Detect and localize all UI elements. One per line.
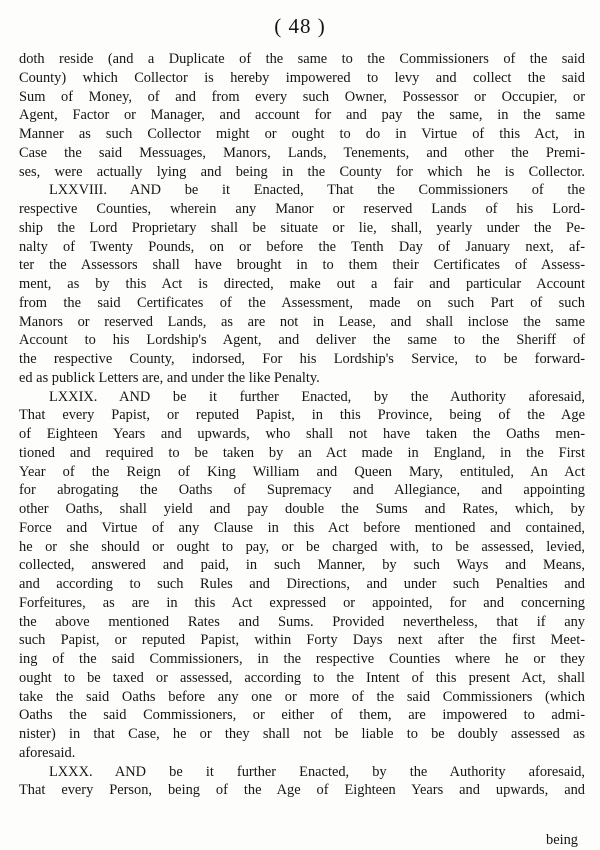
text-line: ought to be taxed or assessed, according to the Intent of this present Act, shall: [19, 669, 585, 686]
text-line: That every Papist, or reputed Papist, in this Province, being of the Age: [19, 407, 585, 424]
text-line: aforesaid.: [19, 744, 76, 761]
text-line: the above mentioned Rates and Sums. Provided nevertheless, that if any: [19, 613, 585, 630]
text-line: nister) in that Case, he or they shall not be liable to be doubly assessed as: [19, 726, 585, 742]
text-line: Forfeitures, as are in this Act expressed or appointed, for and concerning: [19, 594, 585, 611]
text-line: Manner as such Collector might or ought to do in Virtue of this Act, in: [19, 126, 585, 142]
text-line: the respective County, indorsed, For his Lordship's Service, to be forward-: [19, 351, 585, 367]
text-line: ing of the said Commissioners, in the respective Counties where he or they: [19, 651, 585, 667]
text-line: Account to his Lordship's Agent, and deliver the same to the Sheriff of: [19, 332, 585, 349]
text-line: he or she should or ought to pay, or be charged with, to be assessed, levied,: [19, 538, 585, 555]
text-line: ter the Assessors shall have brought in to them their Certificates of Assess-: [19, 257, 585, 274]
text-line: from the said Certificates of the Assessment, made on such Part of such: [19, 294, 585, 311]
text-line: ed as publick Letters are, and under the like Penalty.: [19, 369, 320, 386]
body-text: [19, 50, 585, 800]
text-line: ses, were actually lying and being in the County for which he is Collector.: [19, 163, 585, 180]
section-heading-lxxx: LXXX. AND be it further Enacted, by the Authority aforesaid,: [49, 763, 585, 780]
text-line: collected, answered and paid, in such Manner, by such Ways and Means,: [19, 557, 585, 574]
text-line: doth reside (and a Duplicate of the same to the Commissioners of the said: [19, 51, 585, 67]
text-line: Manors or reserved Lands, as are not in Lease, and shall inclose the same: [19, 313, 585, 330]
text-line: other Oaths, shall yield and pay double the Sums and Rates, which, by: [19, 501, 585, 517]
text-line: Year of the Reign of King William and Queen Mary, entituled, An Act: [19, 463, 585, 480]
text-line: nalty of Twenty Pounds, on or before the Tenth Day of January next, af-: [19, 238, 585, 255]
text-line: for abrogating the Oaths of Supremacy and Allegiance, and appointing: [19, 482, 585, 499]
text-line: tioned and required to be taken by an Act made in England, in the First: [19, 444, 585, 461]
text-line: Sum of Money, of and from every such Owner, Possessor or Occupier, or: [19, 88, 585, 105]
text-line: That every Person, being of the Age of Eighteen Years and upwards, and: [19, 782, 585, 799]
text-line: take the said Oaths before any one or more of the said Commissioners (which: [19, 688, 585, 705]
section-heading-lxxix: LXXIX. AND be it further Enacted, by the Authority aforesaid,: [49, 388, 585, 405]
catchword: being: [546, 832, 578, 848]
text-line: Case the said Messuages, Manors, Lands, Tenements, and other the Premi-: [19, 144, 585, 161]
text-line: of Eighteen Years and upwards, who shall not have taken the Oaths men-: [19, 426, 585, 442]
text-line: County) which Collector is hereby impowered to levy and collect the said: [19, 69, 585, 86]
text-line: Force and Virtue of any Clause in this Act before mentioned and contained,: [19, 519, 585, 536]
section-heading-lxxviii: LXXVIII. AND be it Enacted, That the Commissioners of the: [49, 182, 585, 199]
text-line: ship the Lord Proprietary shall be situate or lie, shall, yearly under the Pe-: [19, 219, 585, 236]
text-line: Agent, Factor or Manager, and account for and pay the same, in the same: [19, 107, 585, 124]
text-line: respective Counties, wherein any Manor or reserved Lands of his Lord-: [19, 201, 585, 217]
text-line: Oaths the said Commissioners, or either of them, are impowered to admi-: [19, 707, 585, 724]
text-line: such Papist, or reputed Papist, within Forty Days next after the first Meet-: [19, 632, 585, 649]
text-line: ment, as by this Act is directed, make out a fair and particular Account: [19, 276, 585, 292]
text-line: and according to such Rules and Directions, and under such Penalties and: [19, 576, 585, 592]
page-number: ( 48 ): [274, 14, 326, 38]
